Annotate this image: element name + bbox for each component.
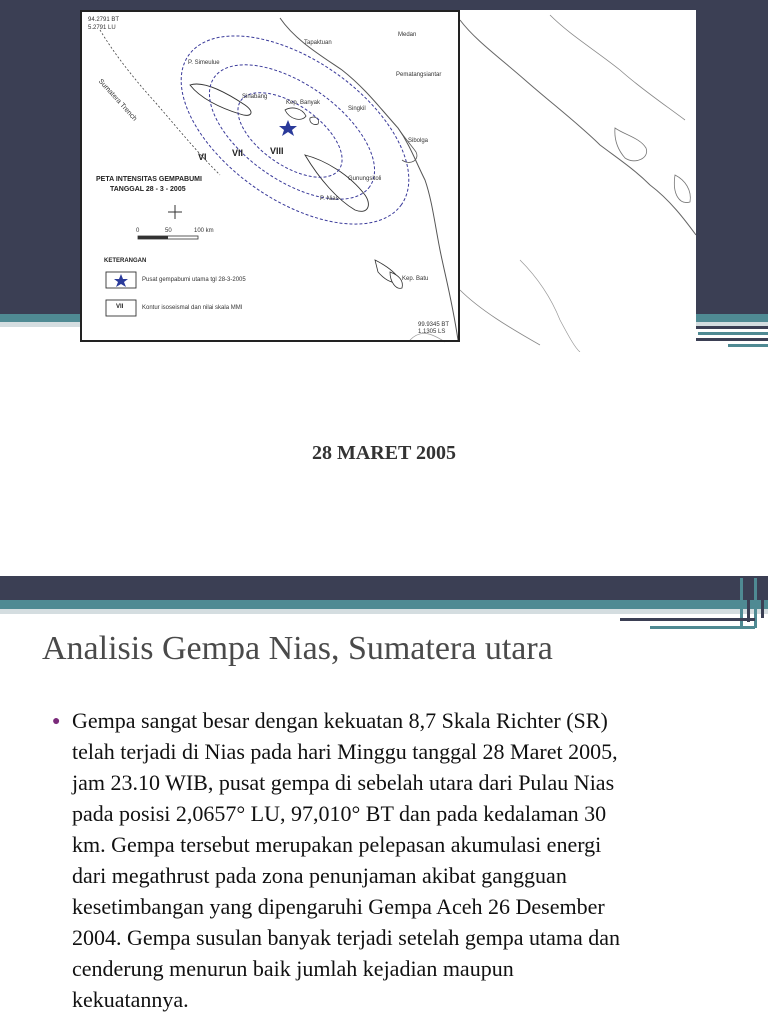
slide2-light-stripe bbox=[0, 609, 768, 614]
bullet-line: 2004. Gempa susulan banyak terjadi setelah gempa utama dan bbox=[72, 925, 620, 950]
bullet-line: kekuatannya. bbox=[72, 987, 189, 1012]
legend-epicenter-text: Pusat gempabumi utama tgl 28-3-2005 bbox=[142, 277, 246, 283]
bullet-line: cenderung menurun baik jumlah kejadian maupun bbox=[72, 956, 514, 981]
place-pematangsiantar: Pematangsiantar bbox=[396, 72, 442, 78]
intensity-viii: VIII bbox=[270, 146, 284, 156]
slide1-caption: 28 MARET 2005 bbox=[311, 442, 457, 464]
slide2-decorative-lines bbox=[738, 578, 768, 630]
place-kep-batu: Kep. Batu bbox=[402, 276, 429, 282]
place-p-nias: P. Nias bbox=[320, 196, 339, 202]
scale-hundred: 100 km bbox=[194, 228, 214, 234]
map-coord-top: 94.2791 BT bbox=[88, 17, 120, 23]
map-title-line2: TANGGAL 28 - 3 - 2005 bbox=[110, 186, 186, 193]
place-singkil: Singkil bbox=[348, 106, 366, 112]
trench-label: Sumatera Trench bbox=[96, 78, 138, 123]
legend-contour-symbol: VII bbox=[116, 304, 124, 310]
slide2-teal-stripe bbox=[0, 600, 768, 609]
bullet-line: jam 23.10 WIB, pusat gempa di sebelah utara dari Pulau Nias bbox=[72, 770, 615, 795]
intensity-vi: VI bbox=[198, 152, 207, 162]
map-coord-bottom2: 1.1305 LS bbox=[418, 329, 446, 335]
place-kep-banyak: Kep. Banyak bbox=[286, 100, 321, 106]
bullet-line: telah terjadi di Nias pada hari Minggu tanggal 28 Maret 2005, bbox=[72, 739, 618, 764]
place-gunungsitoli: Gunungsitoli bbox=[348, 176, 382, 182]
scale-fifty: 50 bbox=[165, 228, 172, 234]
slide2-bullet-text bbox=[72, 705, 752, 1015]
place-sibolga: Sibolga bbox=[408, 138, 429, 144]
place-tapaktuan: Tapaktuan bbox=[304, 40, 332, 46]
bullet-line: kesetimbangan yang dipengaruhi Gempa Aceh 26 Desember bbox=[72, 894, 605, 919]
bullet-line: Gempa sangat besar dengan kekuatan 8,7 Skala Richter (SR) bbox=[72, 708, 608, 733]
place-simeulue: P. Simeulue bbox=[188, 60, 220, 66]
isoseismal-map bbox=[80, 10, 696, 352]
map-title-line1: PETA INTENSITAS GEMPABUMI bbox=[96, 176, 202, 183]
bullet-line: km. Gempa tersebut merupakan pelepasan akumulasi energi bbox=[72, 832, 602, 857]
slide2-accent-line-2 bbox=[650, 626, 755, 629]
legend-contour-text: Kontur isoseismal dan nilai skala MMI bbox=[142, 305, 243, 311]
legend-heading: KETERANGAN bbox=[104, 258, 147, 264]
slide2-header-band bbox=[0, 576, 768, 600]
scale-zero: 0 bbox=[136, 228, 140, 234]
map-coord-bottom: 99.9345 BT bbox=[418, 322, 450, 328]
slide2-title: Analisis Gempa Nias, Sumatera utara bbox=[42, 630, 553, 667]
bullet-line: pada posisi 2,0657° LU, 97,010° BT dan pada kedalaman 30 bbox=[72, 801, 607, 826]
slide2-accent-line-1 bbox=[620, 618, 755, 621]
bullet-dot-icon: ● bbox=[52, 714, 61, 729]
bullet-line: dari megathrust pada zona penunjaman akibat gangguan bbox=[72, 863, 567, 888]
place-medan: Medan bbox=[398, 32, 417, 38]
map-coord-top2: 5.2791 LU bbox=[88, 25, 116, 31]
place-sinabang: Sinabang bbox=[242, 94, 268, 100]
intensity-vii: VII bbox=[232, 148, 244, 158]
